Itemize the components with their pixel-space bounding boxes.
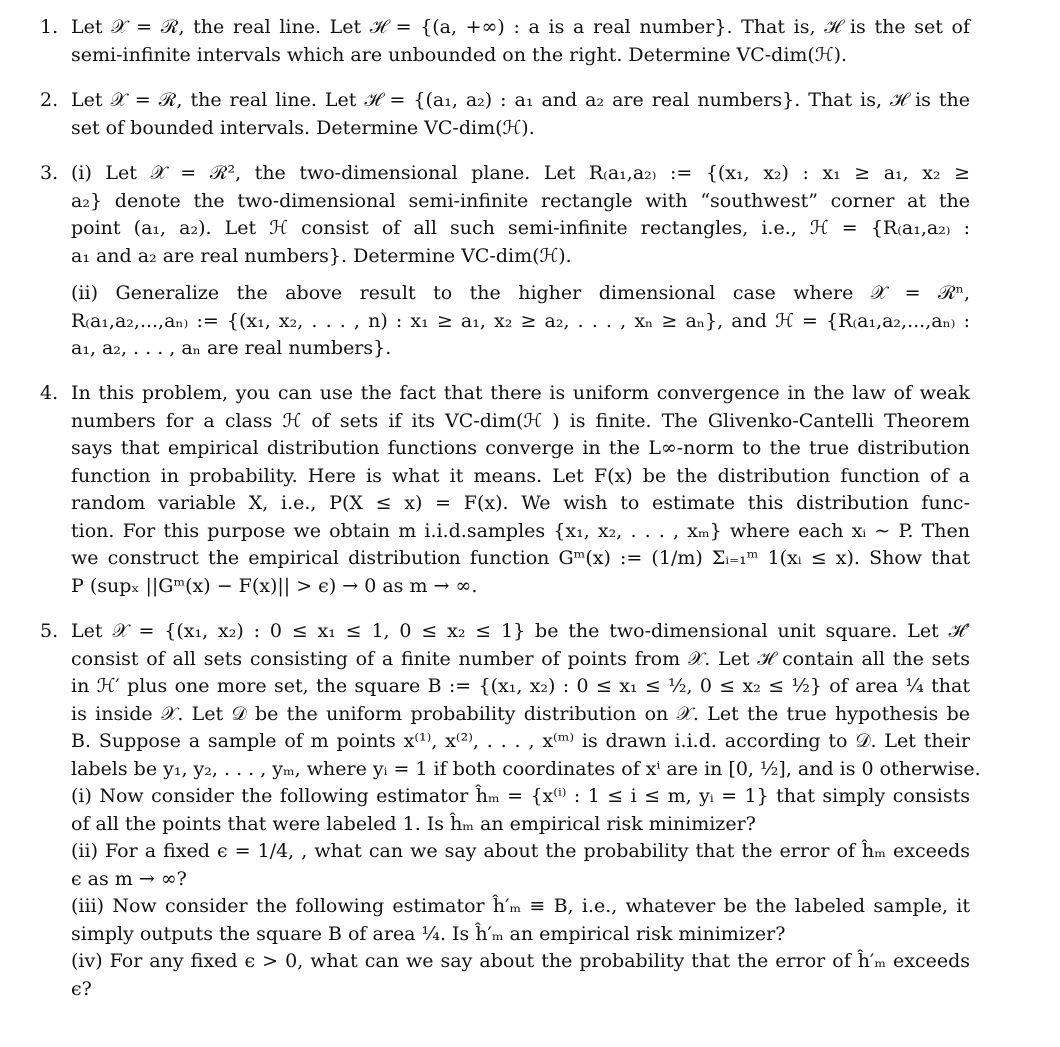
text-line: set of bounded intervals. Determine VC-dim(ℋ).: [71, 116, 535, 139]
text-line: numbers for a class ℋ of sets if its VC-dim(ℋ ) is finite. The Glivenko-Cantelli Theorem: [71, 409, 970, 432]
problem-text: [71, 14, 970, 69]
text-line: (i) Now consider the following estimator ĥₘ = {x⁽ⁱ⁾ : 1 ≤ i ≤ m, yᵢ = 1} that simply consists: [71, 785, 970, 807]
text-line: B. Suppose a sample of m points x⁽¹⁾, x⁽²⁾, . . . , x⁽ᵐ⁾ is drawn i.i.d. according to 𝒟. Let their: [71, 730, 970, 752]
text-line: Let 𝒳 = ℛ, the real line. Let ℋ = {(a₁, a₂) : a₁ and a₂ are real numbers}. That is, ℋ is the: [71, 89, 970, 111]
text-line: Let 𝒳 = ℛ, the real line. Let ℋ = {(a, +∞) : a is a real number}. That is, ℋ is the set of: [71, 16, 970, 38]
problem-text: [71, 87, 970, 142]
text-line: random variable X, i.e., P(X ≤ x) = F(x). We wish to estimate this distribution func-: [71, 492, 970, 514]
text-line: we construct the empirical distribution function Gᵐ(x) := (1/m) Σᵢ₌₁ᵐ 1(xᵢ ≤ x). Show that: [71, 547, 970, 569]
text-line: (iv) For any fixed ϵ > 0, what can we say about the probability that the error of ĥ′ₘ exceeds: [71, 950, 970, 972]
problem-3: [40, 160, 970, 363]
text-line: point (a₁, a₂). Let ℋ consist of all such semi-infinite rectangles, i.e., ℋ = {R₍a₁,a₂₎ :: [71, 217, 970, 239]
text-line: P (supₓ ||Gᵐ(x) − F(x)|| > ϵ) → 0 as m → ∞.: [71, 574, 478, 597]
text-line: Let 𝒳 = {(x₁, x₂) : 0 ≤ x₁ ≤ 1, 0 ≤ x₂ ≤ 1} be the two-dimensional unit square. Let ℋ′: [71, 620, 970, 642]
text-line: a₁ and a₂ are real numbers}. Determine VC-dim(ℋ).: [71, 244, 572, 267]
text-line: (ii) Generalize the above result to the higher dimensional case where 𝒳 = ℛⁿ,: [71, 282, 970, 304]
text-line: (iii) Now consider the following estimator ĥ′ₘ ≡ B, i.e., whatever be the labeled sample, it: [71, 895, 970, 917]
text-line: tion. For this purpose we obtain m i.i.d.samples {x₁, x₂, . . . , xₘ} where each xᵢ ∼ P. Then: [71, 519, 970, 542]
text-line: ϵ as m → ∞?: [71, 867, 187, 890]
problem-number: 2.: [40, 89, 59, 111]
text-line: says that empirical distribution functions converge in the L∞-norm to the true distribution: [71, 437, 970, 459]
text-line: semi-infinite intervals which are unbounded on the right. Determine VC-dim(ℋ).: [71, 43, 848, 66]
problem-3-part-i: [71, 160, 970, 270]
problem-1: [40, 14, 970, 69]
text-line: function in probability. Here is what it means. Let F(x) be the distribution function of a: [71, 464, 970, 487]
problem-text: [71, 380, 970, 600]
text-line: of all the points that were labeled 1. Is ĥₘ an empirical risk minimizer?: [71, 812, 756, 835]
problem-text: [71, 618, 981, 1003]
text-line: is inside 𝒳. Let 𝒟 be the uniform probability distribution on 𝒳. Let the true hypothesis be: [71, 702, 970, 725]
problem-3-part-ii: [71, 280, 970, 363]
text-line: consist of all sets consisting of a finite number of points from 𝒳. Let ℋ contain all the sets: [71, 647, 970, 670]
text-line: (ii) For a fixed ϵ = 1/4, , what can we say about the probability that the error of ĥₘ exceeds: [71, 840, 970, 862]
problem-4: [40, 380, 970, 600]
problem-number: 4.: [40, 382, 59, 404]
problem-number: 3.: [40, 162, 59, 184]
problem-number: 5.: [40, 620, 59, 642]
problem-5: [40, 618, 981, 1003]
text-line: a₁, a₂, . . . , aₙ are real numbers}.: [71, 337, 392, 359]
text-line: (i) Let 𝒳 = ℛ², the two-dimensional plane. Let R₍a₁,a₂₎ := {(x₁, x₂) : x₁ ≥ a₁, x₂ ≥: [71, 162, 970, 184]
text-line: in ℋ′ plus one more set, the square B := {(x₁, x₂) : 0 ≤ x₁ ≤ ½, 0 ≤ x₂ ≤ ½} of area ¼ that: [71, 675, 970, 697]
text-line: labels be y₁, y₂, . . . , yₘ, where yᵢ = 1 if both coordinates of xⁱ are in [0, ½], and is 0 otherwise.: [71, 757, 981, 780]
text-line: In this problem, you can use the fact that there is uniform convergence in the law of weak: [71, 382, 970, 404]
problem-number: 1.: [40, 16, 59, 38]
text-line: simply outputs the square B of area ¼. Is ĥ′ₘ an empirical risk minimizer?: [71, 922, 786, 945]
text-line: R₍a₁,a₂,...,aₙ₎ := {(x₁, x₂, . . . , n) : x₁ ≥ a₁, x₂ ≥ a₂, . . . , xₙ ≥ aₙ}, and ℋ = {R₍a₁,a₂,...,aₙ₎ :: [71, 309, 970, 332]
problem-2: [40, 87, 970, 142]
text-line: a₂} denote the two-dimensional semi-infinite rectangle with “southwest” corner at the: [71, 189, 970, 212]
text-line: ϵ?: [71, 977, 92, 1000]
problem-text: [71, 160, 970, 363]
